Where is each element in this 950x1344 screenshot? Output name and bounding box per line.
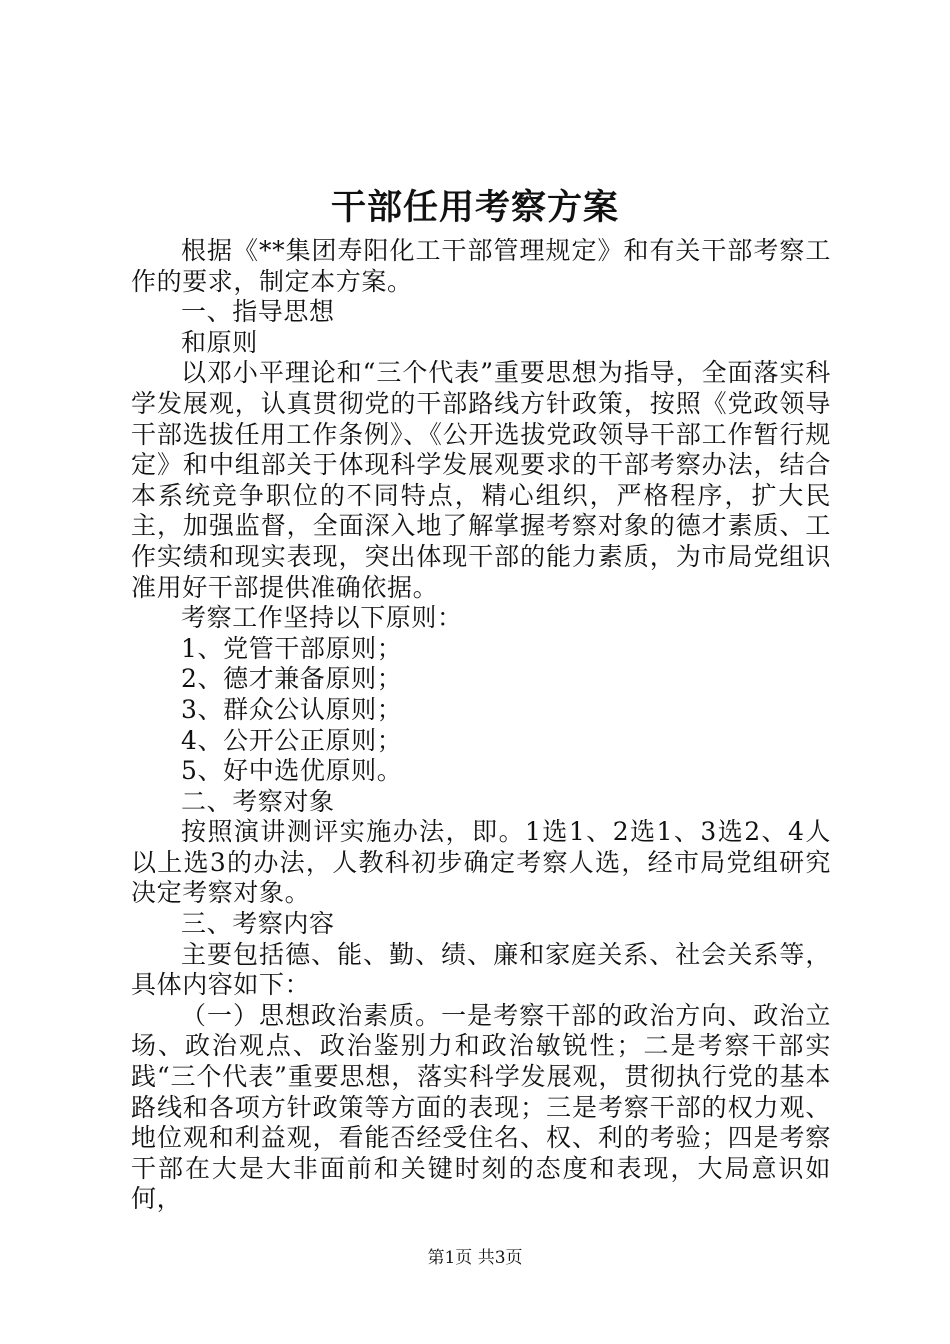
page-footer: 第1页 共3页: [427, 1248, 523, 1268]
document-body: [131, 236, 831, 1215]
paragraph-political-quality: （一）思想政治素质。一是考察干部的政治方向、政治立场、政治观点、政治鉴别力和政治敏锐性；二是考察干部实践“三个代表”重要思想，落实科学发展观，贯彻执行党的基本路线和各项方针政策等方面的表现；三是考察干部的权力观、地位观和利益观，看能否经受住名、权、利的考验；四是考察干部在大是大非面前和关键时刻的态度和表现，大局意识如何，: [131, 1000, 831, 1214]
document-title: 干部任用考察方案: [330, 187, 619, 228]
paragraph-principles-intro: 考察工作坚持以下原则：: [181, 603, 463, 633]
paragraph-content-intro: 主要包括德、能、勤、绩、廉和家庭关系、社会关系等，具体内容如下：: [131, 939, 831, 1000]
paragraph-intro: 根据《**集团寿阳化工干部管理规定》和有关干部考察工作的要求，制定本方案。: [131, 236, 831, 296]
principle-item-3: 3、群众公认原则；: [181, 694, 403, 724]
section-heading-1: 一、指导思想: [181, 297, 335, 327]
principle-item-2: 2、德才兼备原则；: [181, 664, 403, 694]
principle-item-1: 1、党管干部原则；: [181, 633, 403, 663]
section-heading-2: 二、考察对象: [181, 786, 335, 816]
paragraph-guiding-thought: 以邓小平理论和“三个代表”重要思想为指导，全面落实科学发展观，认真贯彻党的干部路线方针政策，按照《党政领导干部选拔任用工作条例》、《公开选拔党政领导干部工作暂行规定》和中组部关于体现科学发展观要求的干部考察办法，结合本系统竞争职位的不同特点，精心组织，严格程序，扩大民主，加强监督，全面深入地了解掌握考察对象的德才素质、工作实绩和现实表现，突出体现干部的能力素质，为市局党组识准用好干部提供准确依据。: [131, 358, 831, 602]
section-heading-3: 三、考察内容: [181, 909, 335, 939]
paragraph-objects: 按照演讲测评实施办法，即。1选1、2选1、3选2、4人以上选3的办法，人教科初步确定考察人选，经市局党组研究决定考察对象。: [131, 817, 831, 908]
principle-item-4: 4、公开公正原则；: [181, 725, 403, 755]
section-heading-1-cont: 和原则: [181, 327, 258, 357]
principle-item-5: 5、好中选优原则。: [181, 756, 403, 786]
